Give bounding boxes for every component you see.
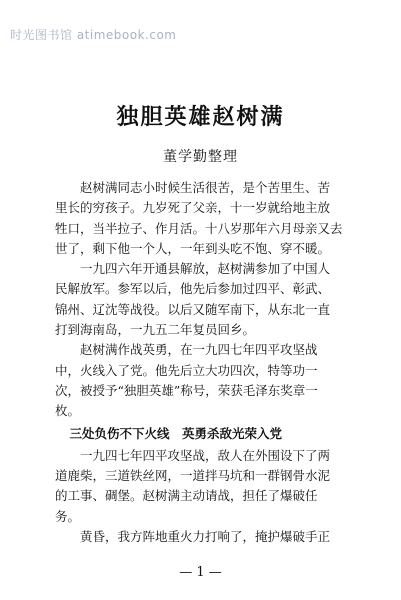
text-line: 一九四七年四平攻坚战，敌人在外围设下了两	[55, 447, 331, 463]
text-line: 黄昏，我方阵地重火力打响了，掩护爆破手正	[55, 529, 331, 545]
body-text	[55, 178, 360, 547]
text-line: 打到海南岛，一九五二年复员回乡。	[55, 322, 256, 338]
text-line: 次，被授予“独胆英雄”称号，荣获毛泽东奖章一	[55, 382, 318, 398]
text-line: 里长的穷孩子。九岁死了父亲，十一岁就给地主放	[55, 200, 331, 216]
text-line: 中，火线入了党。他先后立大功四次，特等功一	[55, 362, 318, 378]
text-line: 道鹿柴，三道铁丝网，一道拌马坑和一群钢骨水泥	[55, 468, 331, 484]
text-line: 一九四六年开通县解放，赵树满参加了中国人	[55, 261, 331, 277]
paragraph	[55, 527, 360, 547]
paragraph	[55, 340, 360, 421]
text-line: 赵树满作战英勇，在一九四七年四平攻坚战	[55, 342, 318, 358]
text-line: 枚。	[55, 403, 81, 419]
text-line: 民解放军。参军以后，他先后参加过四平、彰武、	[55, 281, 331, 297]
chapter-title: 独胆英雄赵树满	[116, 104, 285, 130]
text-line: 赵树满同志小时候生活很苦，是个苦里生、苦	[55, 180, 331, 195]
paragraph	[55, 178, 360, 259]
text-line: 的工事、碉堡。赵树满主动请战，担任了爆破任	[55, 488, 318, 504]
author-line: 董学勤整理	[163, 149, 238, 165]
paragraph	[55, 446, 360, 527]
page-number: — 1 —	[179, 565, 222, 580]
section-heading: 三处负伤不下火线 英勇杀敌光荣入党	[57, 425, 283, 441]
text-line: 锦州、辽沈等战役。以后又随军南下，从东北一直	[55, 301, 331, 317]
text-line: 务。	[55, 508, 81, 524]
watermark: 时光图书馆 atimebook.com	[10, 28, 177, 42]
text-line: 牲口，当半拉子、作月活。十八岁那年六月母亲又去	[55, 220, 343, 236]
text-line: 世了，剩下他一个人，一年到头吃不饱、穿不暖。	[55, 240, 331, 256]
paragraph	[55, 259, 360, 340]
